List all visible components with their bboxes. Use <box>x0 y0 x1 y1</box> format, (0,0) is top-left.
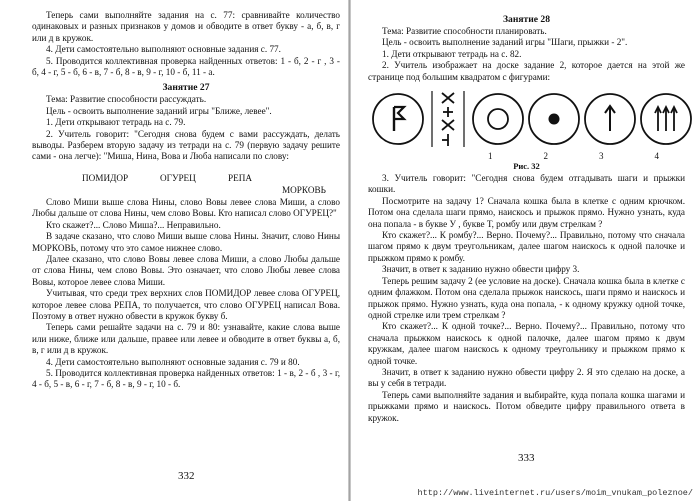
paragraph: 2. Учитель говорит: "Сегодня снова будем с вами рассуждать, делать выводы. Разберем вторую задачу из тетради на с. 79 (первую задачу решите сами - она легче): "Миша, Нина, Вова и Люба написали по слову: <box>32 128 340 162</box>
paragraph: Теперь решим задачу 2 (ее условие на доске). Сначала кошка была в клетке с одним флажком. Потом она сделала прыжок наискось, шаги прямо и наискось и прыжок прямо. Нужно узнать, куда она попала, - к одному кружку одной точке, одной стрелке или трем стрелкам ? <box>368 275 685 320</box>
figure-32 <box>370 87 683 151</box>
paragraph-topic: Тема: Развитие способности планировать. <box>382 26 547 36</box>
paragraph: Слово Миши выше слова Нины, слово Вовы левее слова Миши, а слово Любы дальше от слова Нины, чем слово Вовы. Кто написал слово ОГУРЕЦ?" <box>32 196 340 219</box>
lesson-title: Занятие 27 <box>162 82 210 94</box>
paragraph: Значит, в ответ к заданию нужно обвести цифру 2. Я это сделаю на доске, а вы у себя в тетради. <box>368 366 685 389</box>
word-2: ОГУРЕЦ <box>160 172 196 183</box>
paragraph: Кто скажет?... К ромбу?... Верно. Почему?... Правильно, потому что сначала шагом прямо к двум треугольникам, далее шагом наискось к одной палочке и прыжком прямо к ромбу. <box>368 230 685 263</box>
paragraph: 2. Учитель изображает на доске задание 2, которое дается на этой же странице под большим квадратом с фигурами: <box>368 60 685 82</box>
dot-circle-icon <box>526 90 582 148</box>
paragraph: Учитывая, что среди трех верхних слов ПОМИДОР левее слова ОГУРЕЦ, которое левее слова РЕПА, то получается, что слово ОГУРЕЦ написал Вова. Поэтому в ответ нужно обвести в кружок букву б. <box>32 288 340 321</box>
word-3: РЕПА <box>228 172 252 183</box>
paragraph: Значит, в ответ к заданию нужно обвести цифру 3. <box>382 264 580 275</box>
paragraph: 1. Дети открывают тетрадь на с. 82. <box>382 48 522 59</box>
paragraph: Теперь сами выполняйте задания на с. 77: сравнивайте количество одинаковых и разных признаков у домов и обводите в ответ букву - а, б, в, г или д в кружок. <box>32 10 340 43</box>
figure-caption: Рис. 32 <box>513 161 540 172</box>
double-circle-icon <box>470 90 526 148</box>
paragraph: 5. Проводится коллективная проверка найденных ответов: 1 - в, 2 - б , 3 - г, 4 - б, 5 - в, 6 - г, 7 - б, 8 - в, 9 - г, 10 - б. <box>32 367 340 390</box>
paragraph: Далее сказано, что слово Вовы левее слова Миши, а слово Любы дальше от слова Нины, чем слово Вовы. Это означает, что слово Любы левее слова Вовы, которое левее слова Миши. <box>32 253 340 287</box>
paragraph: Посмотрите на задачу 1? Сначала кошка была в клетке с одним крючком. Потом она сделала шаги прямо, наискось и прыжок прямо. Нужно узнать, куда она попала - в букве У , букве Т, ромбу или двум стрелкам ? <box>368 195 685 229</box>
lesson-title: Занятие 28 <box>502 14 551 25</box>
paragraph: Теперь сами решайте задачи на с. 79 и 80: узнавайте, какие слова выше или ниже, ближе или дальше, правее или левее и обводите в ответ буквы а, б, в, г или д в кружок. <box>32 322 340 356</box>
paragraph-goal: Цель - освоить выполнение заданий игры "Шаги, прыжки - 2". <box>382 37 628 48</box>
paragraph: 1. Дети открывают тетрадь на с. 79. <box>46 117 186 128</box>
paragraph: 4. Дети самостоятельно выполняют основные задания с. 77. <box>46 44 281 55</box>
figure-label: 1 <box>488 151 493 162</box>
paragraph-goal: Цель - освоить выполнение заданий игры "Ближе, левее". <box>46 105 272 116</box>
paragraph: 3. Учитель говорит: "Сегодня снова будем отгадывать шаги и прыжки кошки. <box>368 173 685 195</box>
word-4: МОРКОВЬ <box>282 184 326 195</box>
figure-label: 3 <box>599 151 604 162</box>
paragraph: 4. Дети самостоятельно выполняют основные задания с. 79 и 80. <box>46 356 300 367</box>
right-page <box>350 0 699 501</box>
page-number-right: 333 <box>518 452 535 464</box>
word-puzzle <box>32 163 340 197</box>
paragraph: Кто скажет?... Слово Миша?... Неправильно. <box>46 219 221 230</box>
paragraph: Кто скажет?... К одной точке?... Верно. Почему?... Правильно, потому что сначала прыжком наискось к одной палочке, далее шагом прямо к двум кружкам, далее шагом наискось к одному треугольнику и прыжком прямо к одной точке. <box>368 321 685 366</box>
page-number-left: 332 <box>178 470 195 482</box>
single-arrow-icon <box>582 90 638 148</box>
paragraph: Теперь сами выполняйте задания и выбирайте, куда попала кошка шагами и прыжками прямо и наискось. Потом обведите цифру правильного ответа в кружок. <box>368 389 685 423</box>
cross-symbols-icon <box>426 90 470 148</box>
figure-label: 4 <box>654 151 659 162</box>
flag-icon <box>370 90 426 148</box>
triple-arrow-icon <box>638 90 694 148</box>
paragraph: В задаче сказано, что слово Миши выше слова Нины. Значит, слово Нины МОРКОВЬ, потому что это самое нижнее слово. <box>32 231 340 253</box>
figure-labels <box>488 151 659 161</box>
paragraph-topic: Тема: Развитие способности рассуждать. <box>46 94 207 105</box>
word-1: ПОМИДОР <box>82 172 129 183</box>
paragraph: 5. Проводится коллективная проверка найденных ответов: 1 - б, 2 - г , 3 - б, 4 - г, 5 - б, 6 - в, 7 - б, 8 - в, 9 - г, 10 - б, 11 - а. <box>32 55 340 78</box>
figure-label: 2 <box>543 151 548 162</box>
watermark-url: http://www.liveinternet.ru/users/moim_vnukam_poleznoe/ <box>417 488 693 498</box>
